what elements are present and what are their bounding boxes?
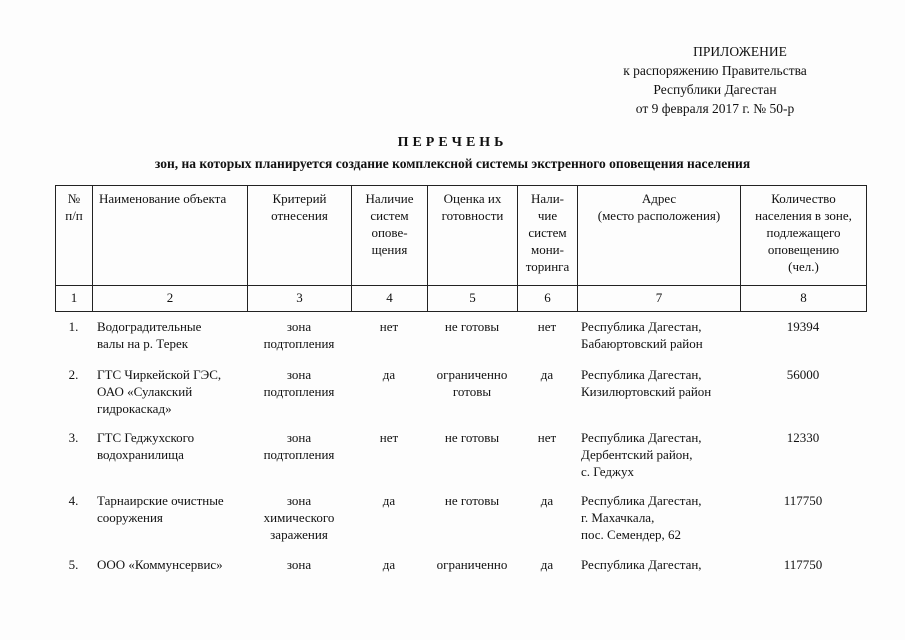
table-cell: Республика Дагестан,	[581, 557, 702, 572]
table-cell: 117750	[783, 557, 823, 572]
table-cell: 5.	[68, 557, 79, 572]
table-cell: Водоградительные валы на р. Терек	[97, 319, 202, 351]
table-cell: нет	[537, 430, 557, 445]
table-cell: да	[540, 557, 554, 572]
document-subtitle: зон, на которых планируется создание комплексной системы экстренного оповещения населения	[154, 156, 751, 171]
table-cell: нет	[379, 319, 399, 334]
table-cell: да	[382, 557, 396, 572]
column-number-row	[56, 286, 867, 312]
column-number-4: 4	[352, 286, 428, 312]
table-cell: ГТС Чиркейской ГЭС, ОАО «Сулакский гидрокаскад»	[97, 367, 222, 416]
table-cell: 3.	[68, 430, 79, 445]
table-header	[55, 185, 867, 312]
appendix-line-decree: к распоряжению Правительства	[623, 63, 807, 78]
table-cell: зона подтопления	[263, 319, 335, 351]
table-cell: да	[540, 493, 554, 508]
column-number-1: 1	[56, 286, 93, 312]
document-title: ПЕРЕЧЕНЬ	[397, 135, 508, 150]
column-header-2: Наименование объекта	[93, 186, 248, 286]
column-header-1: № п/п	[56, 186, 93, 286]
table-cell: 12330	[786, 430, 820, 445]
table-cell: зона подтопления	[263, 367, 335, 399]
appendix-block	[560, 42, 870, 118]
table-cell: ограниченно готовы	[436, 367, 508, 399]
table-cell: Республика Дагестан, г. Махачкала, пос. Семендер, 62	[581, 493, 702, 542]
table-cell: ГТС Геджухского водохранилища	[97, 430, 195, 462]
table-cell: не готовы	[444, 319, 500, 334]
column-header-8: Количество населения в зоне, подлежащего оповещению (чел.)	[741, 186, 867, 286]
appendix-title: ПРИЛОЖЕНИЕ	[693, 44, 787, 59]
column-number-6: 6	[518, 286, 578, 312]
table-cell: не готовы	[444, 430, 500, 445]
table-cell: да	[382, 367, 396, 382]
column-header-4: Наличие систем опове- щения	[352, 186, 428, 286]
table-row	[55, 318, 866, 358]
table-cell: Республика Дагестан, Бабаюртовский район	[581, 319, 703, 351]
table-row	[55, 429, 866, 485]
table-row	[55, 492, 866, 548]
table-cell: ограниченно	[436, 557, 508, 572]
column-header-6: Нали- чие систем мони- торинга	[518, 186, 578, 286]
appendix-line-republic: Республики Дагестан	[653, 82, 777, 97]
table-cell: 19394	[786, 319, 820, 334]
table-cell: Республика Дагестан, Кизилюртовский район	[581, 367, 712, 399]
column-header-7: Адрес (место расположения)	[578, 186, 741, 286]
column-header-3: Критерий отнесения	[248, 186, 352, 286]
table-cell: да	[540, 367, 554, 382]
table-cell: Тарнаирские очистные сооружения	[97, 493, 224, 525]
table-cell: 4.	[68, 493, 79, 508]
table-row	[55, 366, 866, 422]
table-cell: 56000	[786, 367, 820, 382]
column-number-8: 8	[741, 286, 867, 312]
table-cell: нет	[537, 319, 557, 334]
table-cell: 117750	[783, 493, 823, 508]
table-cell: зона подтопления	[263, 430, 335, 462]
column-number-2: 2	[93, 286, 248, 312]
column-number-5: 5	[428, 286, 518, 312]
table-cell: 1.	[68, 319, 79, 334]
table-cell: ООО «Коммунсервис»	[97, 557, 223, 572]
table-cell: зона химического заражения	[263, 493, 335, 542]
appendix-line-date: от 9 февраля 2017 г. № 50-р	[635, 101, 795, 116]
table-cell: Республика Дагестан, Дербентский район, с. Геджух	[581, 430, 702, 479]
header-row	[56, 186, 867, 286]
table-cell: не готовы	[444, 493, 500, 508]
table-cell: нет	[379, 430, 399, 445]
table-cell: 2.	[68, 367, 79, 382]
table-cell: зона	[286, 557, 312, 572]
column-number-7: 7	[578, 286, 741, 312]
table-cell: да	[382, 493, 396, 508]
column-header-5: Оценка их готовности	[428, 186, 518, 286]
column-number-3: 3	[248, 286, 352, 312]
table-row	[55, 556, 866, 576]
